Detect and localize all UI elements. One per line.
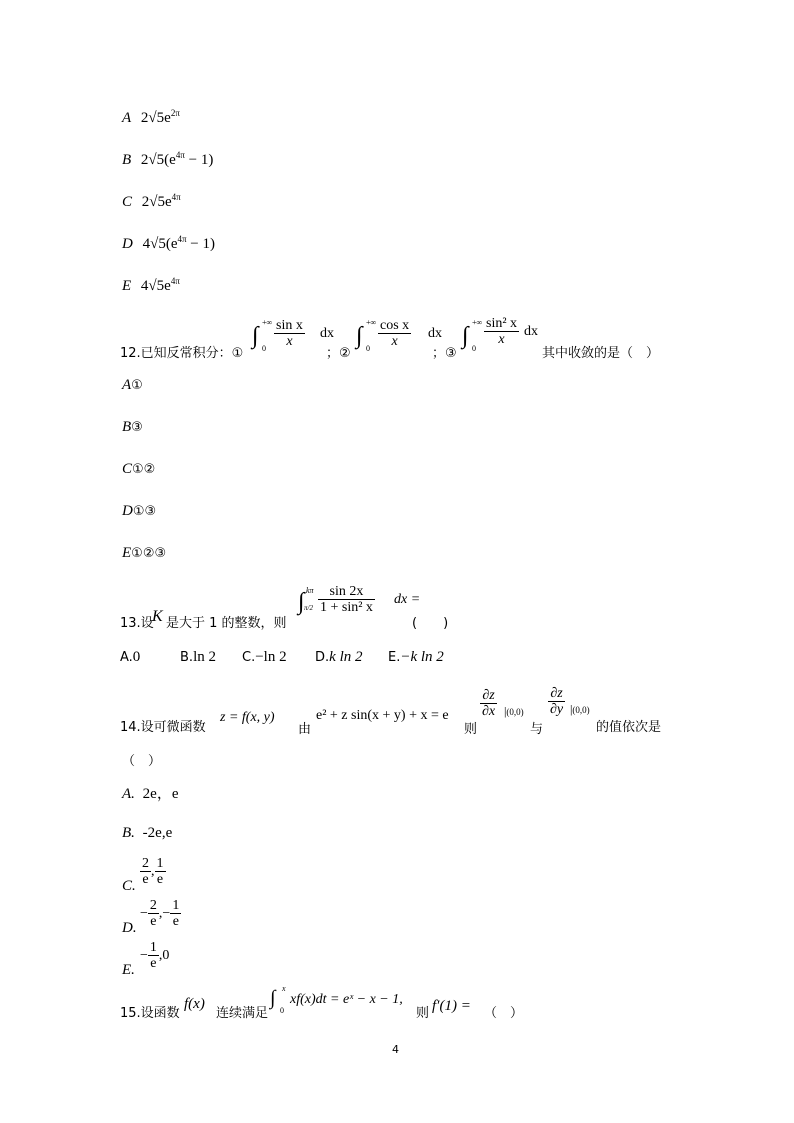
- upper-limit: +∞: [366, 318, 377, 327]
- q15-stem: 15.设函数 f(x) 连续满足 ∫ x 0 xf(x)dt = eˣ − x − 1, 则 f′(1) = （ ）: [120, 984, 524, 1021]
- option-text: − $\frac{1}{e}$ ,0: [140, 940, 170, 972]
- lower-limit: 0: [472, 344, 476, 353]
- q15-paren: （ ）: [484, 1006, 524, 1021]
- option-text: -2e,e: [142, 825, 173, 841]
- dx: dx: [428, 326, 442, 341]
- q12-integral-2: ∫ +∞ 0 $\frac{\text{cos x}}{x}$ dx: [356, 318, 442, 353]
- option-letter: C: [122, 194, 133, 210]
- q15-then: 则: [416, 1006, 430, 1021]
- q13-option-a: A.0: [120, 649, 141, 665]
- upper-limit: x: [282, 984, 286, 993]
- q11-option-e: E $4√5e^{4\pi}$: [122, 276, 180, 294]
- q13-stem: [120, 582, 480, 630]
- q12-suffix: 其中收敛的是（ ）: [542, 346, 660, 361]
- q12-option-d: [122, 502, 156, 520]
- q13-prefix: 13.设: [120, 616, 154, 631]
- q15-ask: f′(1) =: [432, 998, 471, 1014]
- q12-sep1: ；②: [326, 346, 351, 361]
- q14-dz-dx: $\frac{\partial z}{\partial x}$: [482, 688, 496, 720]
- q15-middle: 连续满足: [216, 1006, 269, 1021]
- q15-prefix: 15.设函数: [120, 1006, 180, 1021]
- q15-integrand: xf(x)dt = eˣ − x − 1,: [290, 992, 403, 1007]
- q12-option-a: [122, 376, 143, 394]
- option-letter: B: [122, 152, 132, 168]
- fraction: $\frac{\text{sin² x}}{x}$: [486, 316, 518, 348]
- q14-at-1: (0,0): [506, 707, 524, 717]
- q14-function: z = f(x, y): [220, 710, 275, 725]
- fraction: $\frac{\text{sin x}}{x}$: [276, 318, 303, 350]
- lower-limit: 0: [280, 1006, 284, 1015]
- q14-stem: 14.设可微函数 z = f(x, y) 由 e² + z sin(x + y) + x = e 则 $\frac{\partial z}{\partial x}$ |(0,0) 与 $\frac{\partial z}{\partial y}$ |(0,0) 的值依次是: [120, 686, 662, 737]
- q12-option-b: [122, 418, 143, 436]
- option-letter: B: [122, 825, 132, 841]
- q12-option-c: [122, 460, 155, 478]
- option-letter: B: [122, 419, 132, 435]
- q14-and: 与: [530, 722, 544, 737]
- fraction: $\frac{\sin 2x}{\text{1 + sin² x}}$: [320, 584, 373, 616]
- option-letter: D: [122, 236, 133, 252]
- q14-dz-dy: $\frac{\partial z}{\partial y}$: [550, 686, 564, 718]
- page-number: 4: [392, 1043, 399, 1056]
- q12-option-e: [122, 544, 166, 562]
- q12-sep2: ；③: [432, 346, 457, 361]
- option-text: − $\frac{2}{e}$ ,− $\frac{1}{e}$: [140, 898, 180, 930]
- q13-integral: ∫ kπ π/2 $\frac{\sin 2x}{\text{1 + sin² x}}$ dx =: [298, 584, 421, 616]
- q11-option-c: C $2√5e^{4\pi}$: [122, 192, 181, 210]
- lower-limit: 0: [262, 344, 266, 353]
- option-letter: C: [122, 878, 133, 894]
- lower-limit: 0: [366, 344, 370, 353]
- option-letter: E: [122, 545, 132, 561]
- option-text: ①③: [132, 504, 157, 519]
- q11-option-a: A $2√5e^{2\pi}$: [122, 108, 180, 126]
- q14-suffix: 的值依次是: [596, 720, 662, 735]
- q12-prefix: 12.已知反常积分：①: [120, 346, 244, 361]
- option-text: $\frac{2}{e}$ , $\frac{1}{e}$: [142, 856, 164, 888]
- upper-limit: +∞: [262, 318, 273, 327]
- q12-integral-3: ∫ +∞ 0 $\frac{\text{sin² x}}{x}$ dx: [462, 316, 538, 353]
- q13-option-e: E.−k ln 2: [388, 649, 444, 665]
- q15-function: f(x): [184, 996, 205, 1012]
- q11-option-b: B $2√5(e^{4\pi} - 1)$: [122, 150, 214, 168]
- option-text: ①: [131, 378, 143, 393]
- option-letter: E: [122, 962, 132, 978]
- q13-option-c: C.−ln 2: [242, 649, 287, 665]
- q14-then: 则: [464, 722, 478, 737]
- option-letter: D: [122, 920, 133, 936]
- option-letter: D: [122, 503, 133, 519]
- dx: dx: [524, 324, 538, 339]
- option-text: ①②③: [131, 546, 167, 561]
- fraction: $\frac{\text{cos x}}{x}$: [380, 318, 410, 350]
- q14-equation: e² + z sin(x + y) + x = e: [316, 708, 449, 723]
- q13-middle: 是大于 1 的整数，则: [166, 616, 287, 631]
- option-text: 2e，e: [142, 786, 179, 802]
- q13-var-k: K: [152, 608, 163, 625]
- q13-option-b: B.ln 2: [180, 649, 216, 665]
- option-letter: E: [122, 278, 132, 294]
- q14-option-a: A. 2e，e: [122, 786, 179, 802]
- dx: dx: [320, 326, 334, 341]
- q14-paren: （ ）: [122, 754, 162, 769]
- q14-prefix: 14.设可微函数: [120, 720, 206, 735]
- q13-option-d: D.k ln 2: [315, 649, 363, 665]
- upper-limit: kπ: [306, 586, 314, 595]
- q12-integral-1: ∫ +∞ 0 $\frac{\text{sin x}}{x}$ dx: [252, 318, 334, 353]
- q13-paren: ( ): [412, 616, 449, 631]
- lower-limit: π/2: [304, 604, 313, 612]
- dx-equals: dx =: [394, 592, 421, 607]
- q11-option-d: D $4√5(e^{4\pi} - 1)$: [122, 234, 215, 252]
- q14-by: 由: [298, 722, 312, 737]
- upper-limit: +∞: [472, 318, 483, 327]
- q14-option-b: B. -2e,e: [122, 825, 173, 841]
- option-letter: A: [122, 377, 132, 393]
- option-text: ③: [131, 420, 143, 435]
- option-letter: A: [122, 786, 132, 802]
- option-letter: C: [122, 461, 133, 477]
- q14-at-2: (0,0): [572, 705, 590, 715]
- option-letter: A: [122, 110, 132, 126]
- option-text: ①②: [132, 462, 156, 477]
